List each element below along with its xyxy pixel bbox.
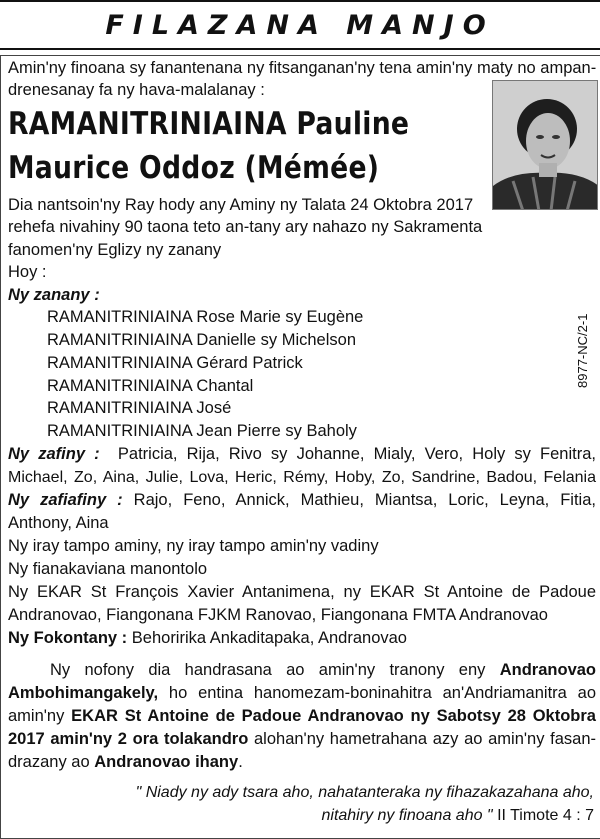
burial-church: EKAR St Antoine de Padoue Andranovao ny Sabotsy 28 Oktobra bbox=[71, 707, 596, 725]
family-line-1: Ny iray tampo aminy, ny iray tampo amin'ny vadiny bbox=[8, 537, 379, 555]
death-line-4: Hoy : bbox=[8, 263, 47, 281]
burial-line-5 bbox=[8, 752, 243, 773]
great-grandchildren-names-1: Rajo, Feno, Annick, Mathieu, Miantsa, Loric, Leyna, Fitia, bbox=[133, 491, 596, 509]
burial-text: alohan'ny hametrahana azy ao amin'ny fasan- bbox=[254, 730, 596, 748]
grandchildren-label: Ny zafiny : bbox=[8, 445, 100, 463]
burial-place: Ambohimangakely, bbox=[8, 684, 159, 702]
page-title: FILAZANA MANJO bbox=[105, 9, 495, 41]
death-line-3: fanomen'ny Eglizy ny zanany bbox=[8, 241, 222, 259]
quote-reference: II Timote 4 : 7 bbox=[497, 807, 594, 824]
quote-line-2 bbox=[321, 805, 594, 826]
burial-place: Andranovao bbox=[499, 661, 596, 679]
family-line-4: Andranovao, Fiangonana FJKM Ranovao, Fiangonana FMTA Andranovao bbox=[8, 606, 548, 624]
ad-reference: 8977-NC/2-1 bbox=[575, 313, 590, 388]
grandchildren-names-1: Patricia, Rija, Rivo sy Johanne, Mialy, Vero, Holy sy Fenitra, bbox=[117, 445, 596, 463]
child-item: RAMANITRINIAINA Gérard Patrick bbox=[47, 354, 303, 372]
child-item: RAMANITRINIAINA José bbox=[47, 399, 232, 417]
header-banner bbox=[0, 0, 600, 50]
fokontany-label: Ny Fokontany : bbox=[8, 629, 128, 647]
children-label: Ny zanany : bbox=[8, 286, 100, 304]
fokontany-line bbox=[8, 628, 407, 649]
death-line-2: rehefa nivahiny 90 taona teto an-tany ary nahazo ny Sakramenta bbox=[8, 218, 483, 236]
quote-text: nitahiry ny finoana aho " bbox=[321, 807, 493, 824]
great-grandchildren-line-1 bbox=[8, 490, 596, 511]
child-item: RAMANITRINIAINA Chantal bbox=[47, 377, 254, 395]
grandchildren-line-1 bbox=[8, 444, 596, 465]
burial-time: 2017 amin'ny 2 ora tolakandro bbox=[8, 730, 249, 748]
deceased-name-line-2: Maurice Oddoz (Mémée) bbox=[8, 150, 380, 186]
family-line-2: Ny fianakaviana manontolo bbox=[8, 560, 208, 578]
intro-line-1: Amin'ny finoana sy fanantenana ny fitsanganan'ny tena amin'ny maty no ampan- bbox=[8, 59, 597, 77]
death-line-1: Dia nantsoin'ny Ray hody any Aminy ny Talata 24 Oktobra 2017 bbox=[8, 196, 474, 214]
portrait-photo-drawing bbox=[493, 81, 598, 210]
deceased-name-line-1: RAMANITRINIAINA Pauline bbox=[8, 106, 410, 142]
burial-line-3 bbox=[8, 706, 596, 727]
burial-line-1 bbox=[50, 660, 596, 681]
portrait-photo-icon bbox=[492, 80, 598, 210]
burial-text: ho entina hanomezam-boninahitra an'Andriamanitra ao bbox=[168, 684, 596, 702]
child-item: RAMANITRINIAINA Rose Marie sy Eugène bbox=[47, 308, 364, 326]
intro-line-2: drenesanay fa ny hava-malalanay : bbox=[8, 81, 265, 99]
burial-text: amin'ny bbox=[8, 707, 65, 725]
burial-line-2 bbox=[8, 683, 596, 704]
child-item: RAMANITRINIAINA Danielle sy Michelson bbox=[47, 331, 357, 349]
burial-line-4 bbox=[8, 729, 596, 750]
great-grandchildren-line-2: Anthony, Aina bbox=[8, 514, 109, 532]
family-line-3: Ny EKAR St François Xavier Antanimena, ny EKAR St Antoine de Padoue bbox=[8, 583, 596, 601]
fokontany-value: Behoririka Ankaditapaka, Andranovao bbox=[131, 629, 407, 647]
great-grandchildren-label: Ny zafiafiny : bbox=[8, 491, 123, 509]
grandchildren-line-2: Michael, Zo, Aina, Julie, Lova, Heric, Rémy, Hoby, Zo, Sandrine, Badou, Felania bbox=[8, 469, 596, 486]
burial-period: . bbox=[238, 753, 243, 771]
burial-text: drazany ao bbox=[8, 753, 90, 771]
quote-line-1: " Niady ny ady tsara aho, nahatanteraka ny fihazakazahana aho, bbox=[135, 784, 594, 801]
burial-place: Andranovao ihany bbox=[94, 753, 239, 771]
burial-text: Ny nofony dia handrasana ao amin'ny tranony eny bbox=[50, 661, 486, 679]
child-item: RAMANITRINIAINA Jean Pierre sy Baholy bbox=[47, 422, 357, 440]
